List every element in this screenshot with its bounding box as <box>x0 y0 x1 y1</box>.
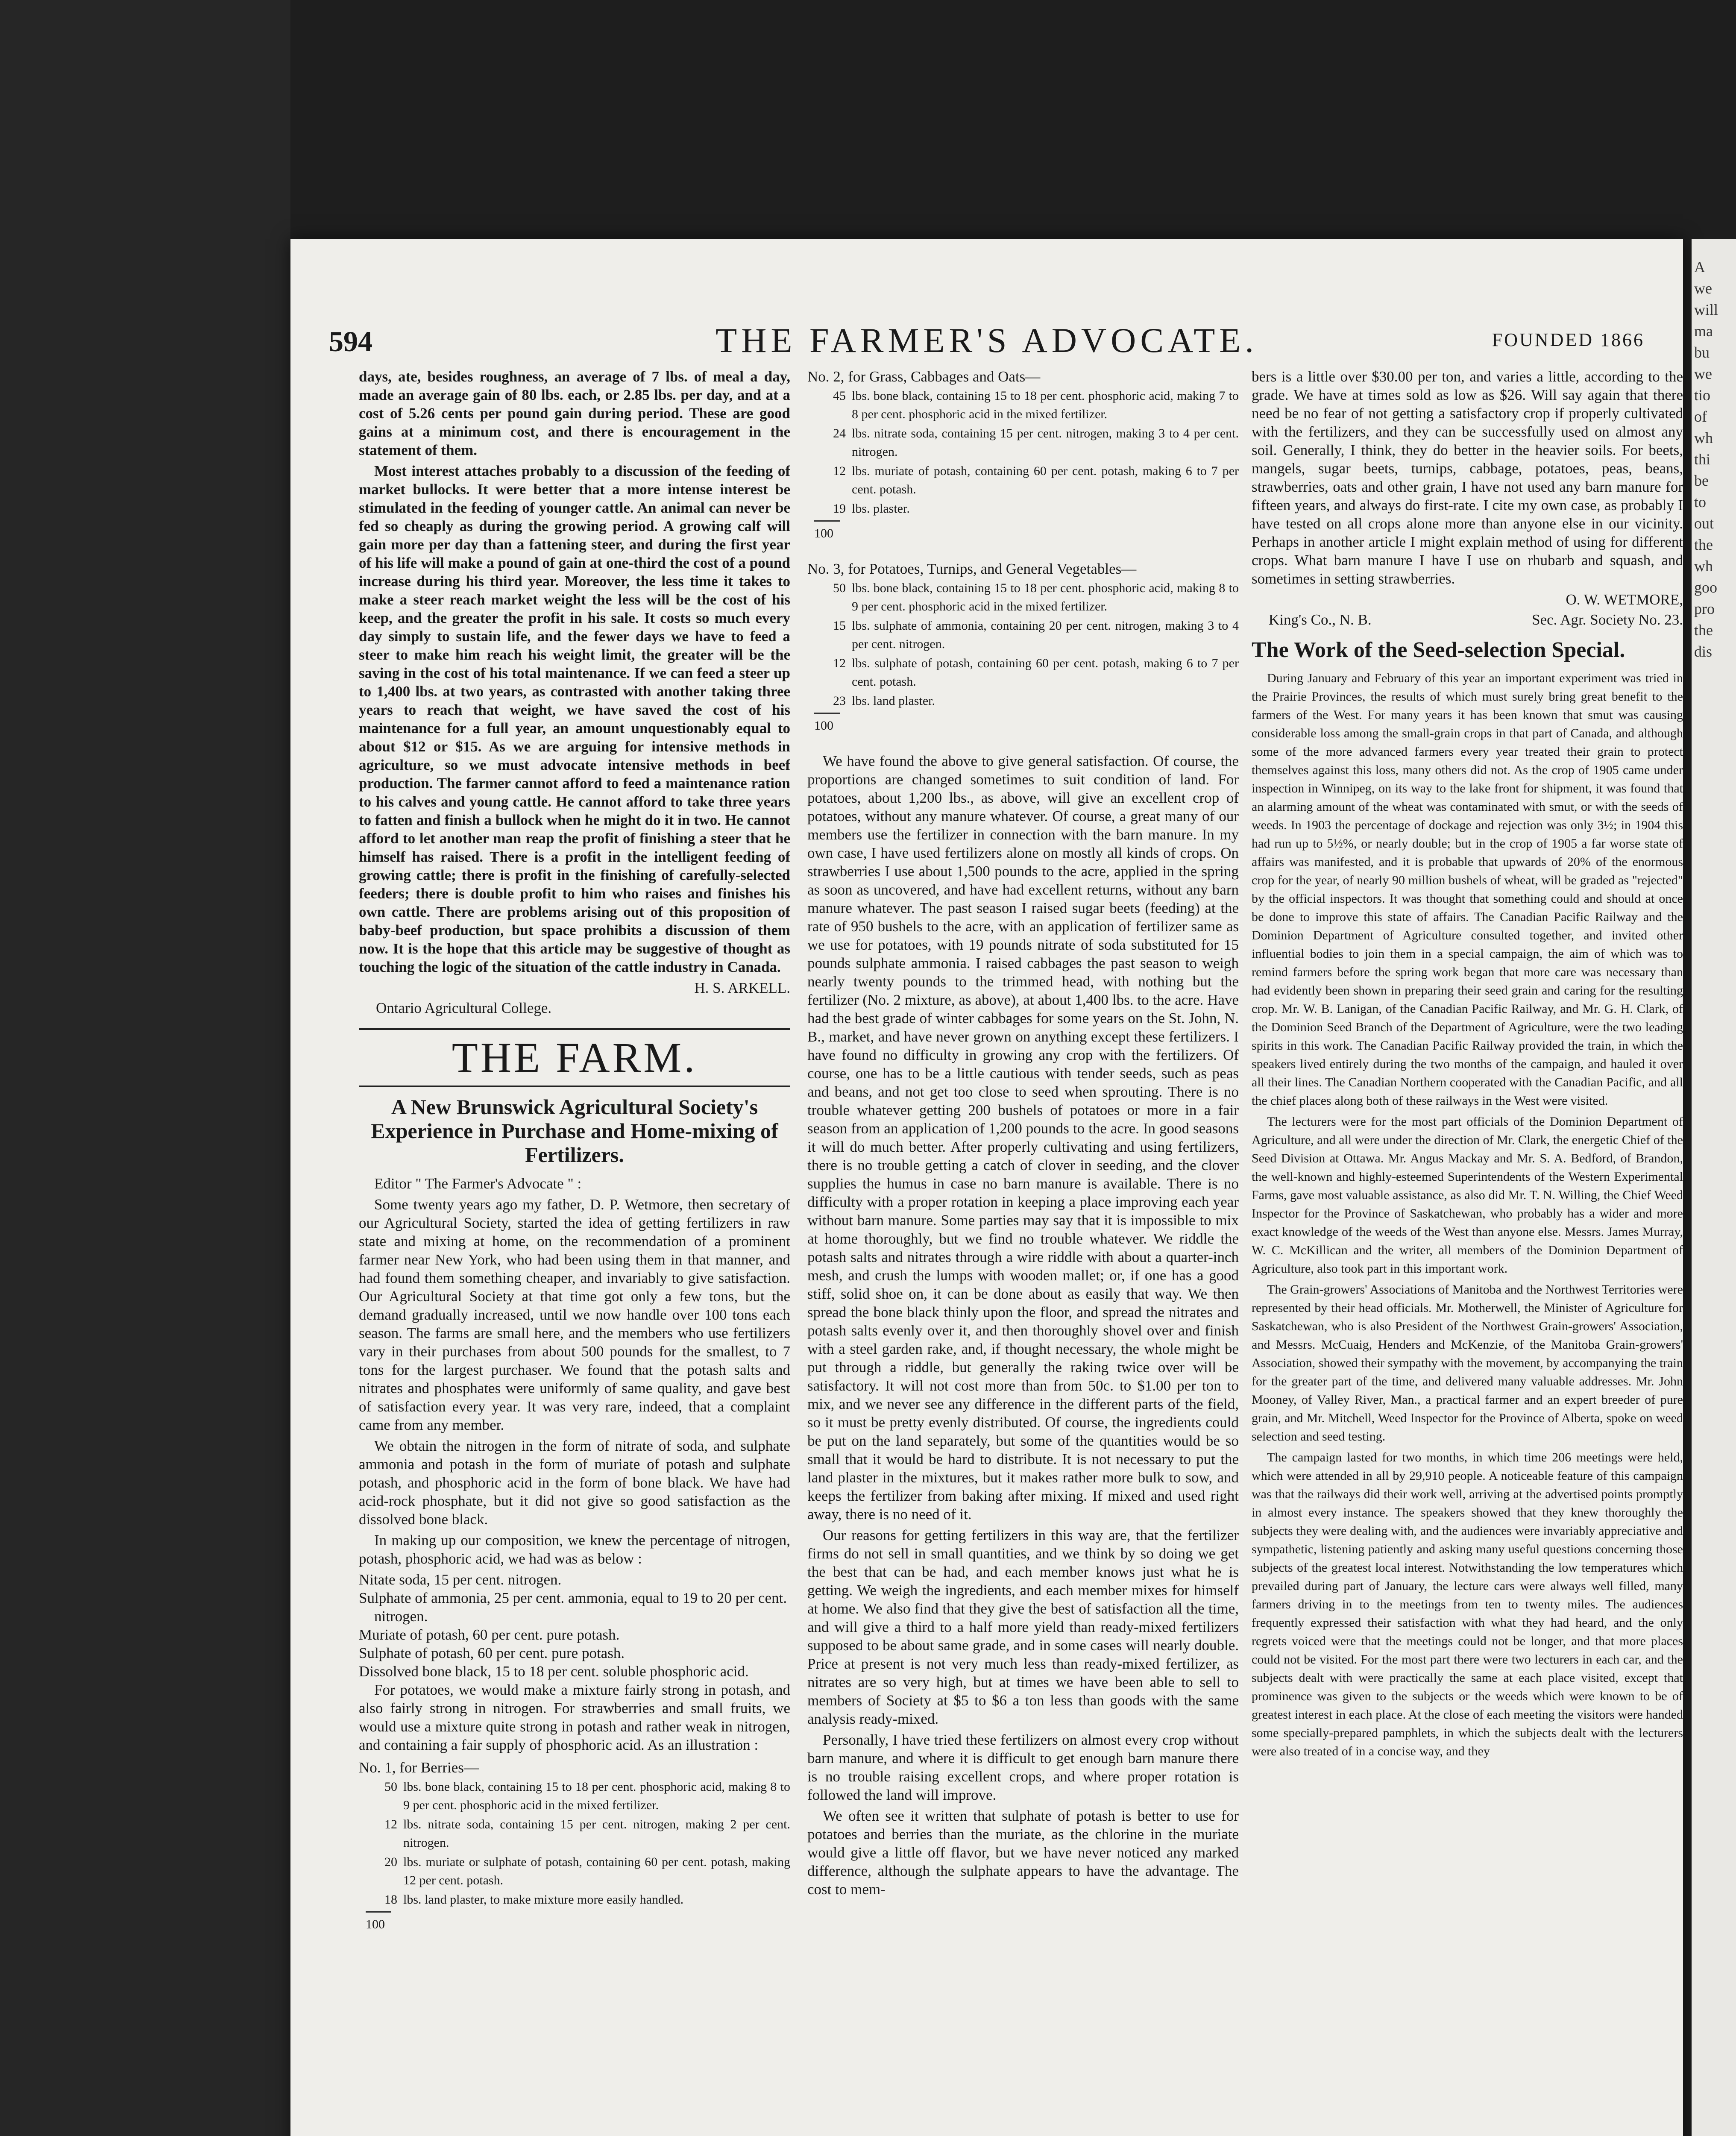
material-line: Nitate soda, 15 per cent. nitrogen. <box>359 1571 562 1588</box>
formula-item: 20 lbs. muriate or sulphate of potash, containing 60 per cent. potash, making 12 per cent. potash. <box>384 1855 790 1887</box>
column-3 <box>1252 367 1683 2136</box>
paragraph: Some twenty years ago my father, D. P. Wetmore, then secretary of our Agricultural Society, started the idea of getting fertilizers in raw state and mixing at home, on the recommendation of a prominent farmer near New York, who had been using them in that manner, and had found them something cheaper, and invariably to give satisfaction. Our Agricultural Society at that time got only a few tons, but the demand gradually increased, until we now handle over 100 tons each season. The farms are small here, and the members who use fertilizers vary in their purchases from about 500 pounds for the smallest, to 7 tons for the largest purchaser. We found that the potash salts and nitrates and phosphates were uniformly of same quality, and gave best of satisfaction every year. It was very rare, indeed, that a complaint came from any member. <box>359 1196 790 1433</box>
formula-title: No. 1, for Berries— <box>359 1759 479 1776</box>
paragraph: For potatoes, we would make a mixture fairly strong in potash, and also fairly strong in nitrogen. For strawberries and small fruits, we would use a mixture quite strong in potash and rather weak in nitrogen, and containing a fair supply of phosphoric acid. As an illustration : <box>359 1681 790 1753</box>
formula-item: 50 lbs. bone black, containing 15 to 18 per cent. phosphoric acid, making 8 to 9 per cent. phosphoric acid in the mixed fertilizer. <box>384 1780 790 1812</box>
sum-rule <box>814 713 840 714</box>
paragraph: Personally, I have tried these fertilizers on almost every crop without barn manure, and where it is difficult to get enough barn manure there is no trouble raising excellent crops, and where proper rotation is followed the land will improve. <box>807 1731 1239 1803</box>
formula-item: 23 lbs. land plaster. <box>833 694 935 708</box>
paragraph: Most interest attaches probably to a discussion of the feeding of market bullocks. It were better that a more intense interest be stimulated in the feeding of younger cattle. An animal can never be fed so cheaply as during the growing period. A growing calf will gain more per day than a fattening steer, and during the first year of his life will make a pound of gain at one-third the cost of a pound increase during his third year. Moreover, the less time it takes to make a steer reach market weight the less will be the cost of his keep, and the greater the profit in his sale. It costs so much every day simply to sustain life, and the fewer days we have to feed a steer to make him reach his weight limit, the greater will be the saving in the cost of his total maintenance. If we can feed a steer up to 1,400 lbs. at two years, as contrasted with another taking three years to reach that weight, we have saved the cost of his maintenance for a full year, an amount unquestionably equal to about $12 or $15. As we are arguing for intensive methods in agriculture, so we must advocate intensive methods in beef production. The farmer cannot afford to feed a maintenance ration to his calves and young cattle. He cannot afford to take three years to fatten and finish a bullock when he might do it in two. He cannot afford to let another man reap the profit of finishing a steer that he himself has raised. There is a profit in the intelligent feeding of growing cattle; there is profit in the finishing of carefully-selected feeders; there is double profit to him who raises and finishes his own cattle. There are problems arising out of this proposition of baby-beef production, but space prohibits a discussion of them now. It is the hope that this article may be suggestive of thought as touching the logic of the situation of the cattle industry in Canada. <box>359 463 790 975</box>
column-1 <box>359 367 790 2136</box>
editor-line: Editor " The Farmer's Advocate " : <box>374 1175 582 1192</box>
adjacent-page-strip: A we will ma bu we tio of wh thi be to out the wh goo pro the dis <box>1692 239 1736 2136</box>
formula-total: 100 <box>814 526 833 540</box>
paragraph: We have found the above to give general satisfaction. Of course, the proportions are changed sometimes to suit condition of land. For potatoes, about 1,200 lbs., as above, will give an excellent crop of potatoes, without any manure whatever. Of course, a great many of our members use the fertilizer in connection with the barn manure. In my own case, I have used fertilizers alone on mostly all kinds of crops. On strawberries I use about 1,500 pounds to the acre, applied in the spring as soon as uncovered, and have had excellent returns, without any barn manure whatever. The past season I raised sugar beets (feeding) at the rate of 950 bushels to the acre, with an application of fertilizer same as we use for potatoes, with 19 pounds nitrate of soda substituted for 15 pounds sulphate ammonia. I raised cabbages the past season to weigh nearly twenty pounds to the trimmed head, with nothing but the fertilizer (No. 2 mixture, as above), at about 1,400 lbs. to the acre. Have had the best grade of winter cabbages for some years on the St. John, N. B., market, and have never grown on anything except these fertilizers. I have found no difficulty in growing any crop with the fertilizers. Of course, one has to be a little cautious with tender seeds, such as peas and beans, and not get too close to seed when sprouting. There is no trouble whatever getting 200 bushels of potatoes or more in a fair season from an application of 1,200 pounds to the acre. In good seasons it will do much better. After properly cultivating and using fertilizers, there is no trouble getting a catch of clover in seeding, and the clover supplies the humus in case no barn manure is available. There is no difficulty with a proper rotation in keeping a place improving each year without barn manure. Some parties may say that it is impossible to mix at home thoroughly, but we find no trouble whatever. We riddle the potash salts and nitrates through a wire riddle with about a quarter-inch mesh, and crush the lumps with wooden mallet; or, if one has a good stiff, solid shoe on, it can be done about as easily that way. We then spread the bone black thinly upon the floor, and spread the nitrates and potash salts evenly over it, and then thoroughly shovel over and finish with a steel garden rake, and, if thought necessary, the whole might be put through a riddle, but generally the raking twice over will be satisfactory. It will not cost more than from 50c. to $1.00 per ton to mix, and we never see any difference in the different parts of the field, so it must be pretty evenly distributed. Of course, the ingredients could be put on the land separately, but some of the quantities would be so small that it would be hard to distribute. It is not necessary to put the land plaster in the mixtures, but it makes rather more bulk to sow, and keeps the fertilizer from baking after mixing. If mixed and used right away, there is no need of it. <box>807 753 1239 1523</box>
publication-title: THE FARMER'S ADVOCATE. <box>716 321 1258 360</box>
scanner-background <box>0 0 290 2136</box>
signature-name: H. S. ARKELL. <box>694 980 790 996</box>
formula-item: 12 lbs. muriate of potash, containing 60 per cent. potash, making 6 to 7 per cent. potash. <box>833 464 1239 496</box>
material-line: Sulphate of ammonia, 25 per cent. ammonia, equal to 19 to 20 per cent. nitrogen. <box>359 1590 787 1625</box>
paragraph: days, ate, besides roughness, an average of 7 lbs. of meal a day, made an average gain of 80 lbs. each, or 2.85 lbs. per day, and at a cost of 5.26 cents per pound gain during period. These are good gains at a minimum cost, and there is encouragement in the statement of them. <box>359 368 790 458</box>
section-heading: THE FARM. <box>359 1028 790 1087</box>
formula-item: 50 lbs. bone black, containing 15 to 18 per cent. phosphoric acid, making 8 to 9 per cent. phosphoric acid in the mixed fertilizer. <box>833 581 1239 613</box>
article-headline: A New Brunswick Agricultural Society's Experience in Purchase and Home-mixing of Fertilizers. <box>371 1095 778 1167</box>
formula-title: No. 3, for Potatoes, Turnips, and General Vegetables— <box>807 560 1137 577</box>
formula-total: 100 <box>814 719 833 733</box>
paragraph: During January and February of this year an important experiment was tried in the Prairie Provinces, the results of which must surely bring great benefit to the farmers of the West. For many years it has been known that smut was causing considerable loss among the small-grain crops in that part of Canada, and although some of the more advanced farmers every year treated their grain to protect themselves against this loss, many others did not. As the crop of 1905 came under inspection in Winnipeg, on its way to the lake front for shipment, it was found that an alarming amount of the wheat was contaminated with smut, or with the seeds of weeds. In 1903 the percentage of dockage and rejection was only 3½; in 1904 this had run up to 5½%, or nearly double; but in the crop of 1905 a far worse state of affairs was manifested, and it is probable that upwards of 20% of the enormous crop for the year, of nearly 90 million bushels of wheat, will be graded as "rejected" by the official inspectors. It was thought that something could and should at once be done to improve this state of affairs. The Canadian Pacific Railway and the Dominion Department of Agriculture consulted together, and invited other influential bodies to join them in a special campaign, the aim of which was to remind farmers before the spring work began that more care was necessary than had evidently been shown in preparing their seed grain and caring for the resulting crop. Mr. W. B. Lanigan, of the Canadian Pacific Railway, and Mr. G. H. Clark, of the Dominion Seed Branch of the Department of Agriculture, were the two leading spirits in this work. The Canadian Pacific Railway provided the train, in which the speakers lived entirely during the two months of the campaign, and hauled it over all their lines. The Canadian Northern cooperated with the Canadian Pacific, and all the chief places along both of these railways in the West were visited. <box>1252 671 1683 1108</box>
paragraph: The campaign lasted for two months, in which time 206 meetings were held, which were attended in all by 29,910 people. A noticeable feature of this campaign was that the railways did their work well, arriving at the advertised points promptly in almost every instance. The speakers showed that they knew thoroughly the subjects they were dealing with, and the audiences were invariably appreciative and sympathetic, listening patiently and asking many useful questions concerning those subjects of the greatest local interest. Notwithstanding the low temperatures which prevailed during part of January, the lecture cars were always well filled, many farmers driving in to the meetings from ten to twenty miles. The audiences frequently expressed their satisfaction with what they had heard, and the only regrets voiced were that the meetings could not be longer, and that more places could not be visited. For the most part there were two lecturers in each car, and the subjects dealt with were practically the same at each place visited, except that prominence was given to the subjects or the weeds which were known to be of greatest interest in each place. At the close of each meeting the visitors were handed some specially-prepared pamphlets, in which the subjects dealt with the lecturers were also treated of in a concise way, and they <box>1252 1450 1683 1758</box>
formula-item: 15 lbs. sulphate of ammonia, containing 20 per cent. nitrogen, making 3 to 4 per cent. nitrogen. <box>833 619 1239 651</box>
signature-place: King's Co., N. B. Sec. Agr. Society No. 23. <box>1269 611 1683 628</box>
column-2 <box>807 367 1239 2136</box>
paragraph: bers is a little over $30.00 per ton, and varies a little, according to the grade. We have at times sold as low as $26. Will say again that there need be no fear of not getting a satisfactory crop if properly cultivated with the fertilizers, and they can be successfully used on almost any soil. Generally, I think, they do better in the heavier soils. For beets, mangels, sugar beets, turnips, cabbage, potatoes, peas, beans, strawberries, oats and other grain, I have not used any barn manure for fifteen years, and always do first-rate. I cite my own case, as probably I have tested on all crops alone more than anyone else in our vicinity. Perhaps in another article I might explain method of using for different crops. What barn manure I have I use on rhubarb and squash, and sometimes in setting strawberries. <box>1252 368 1683 587</box>
paragraph: The Grain-growers' Associations of Manitoba and the Northwest Territories were represented by their head officials. Mr. Motherwell, the Minister of Agriculture for Saskatchewan, who is also President of the Northwest Grain-growers' Association, and Messrs. McCuaig, Henders and McKenzie, of the Manitoba Grain-growers' Association, showed their sympathy with the movement, by accompanying the train for the greater part of the time, and delivered many valuable addresses. Mr. John Mooney, of Valley River, Man., a practical farmer and an expert breeder of pure grain, and Mr. Mitchell, Weed Inspector for the Province of Alberta, spoke on weed selection and seed testing. <box>1252 1282 1683 1444</box>
sum-rule <box>366 1911 391 1913</box>
formula-item: 12 lbs. nitrate soda, containing 15 per cent. nitrogen, making 2 per cent. nitrogen. <box>384 1817 790 1850</box>
paragraph: We obtain the nitrogen in the form of nitrate of soda, and sulphate ammonia and potash in the form of muriate of potash and sulphate potash, and phosphoric acid in the form of bone black. We have had acid-rock phosphate, but it did not give so good satisfaction as the dissolved bone black. <box>359 1438 790 1528</box>
founded-line: FOUNDED 1866 <box>1492 329 1645 350</box>
newspaper-page <box>290 239 1683 2136</box>
signature-name: O. W. WETMORE, <box>1566 591 1683 608</box>
paragraph: Our reasons for getting fertilizers in this way are, that the fertilizer firms do not sell in small quantities, and we think by so doing we get the best that can be had, and each member knows just what he is getting. We weigh the ingredients, and each member mixes for himself at home. We also find that they give the best of satisfaction all the time, and will give a third to a half more yield than ready-mixed fertilizers supposed to be about same grade, and in some cases will nearly double. Price at present is not very much less than ready-mixed fertilizer, as nitrates are so very high, but at times we have been able to sell to members of Society at $5 to $6 a ton less than goods with the same analysis ready-mixed. <box>807 1527 1239 1727</box>
signature-block <box>1252 590 1683 609</box>
formula-item: 24 lbs. nitrate soda, containing 15 per cent. nitrogen, making 3 to 4 per cent. nitrogen. <box>833 426 1239 459</box>
paragraph: In making up our composition, we knew the percentage of nitrogen, potash, phosphoric acid, we had was as below : <box>359 1532 790 1567</box>
page-number: 594 <box>329 325 372 358</box>
formula-item: 45 lbs. bone black, containing 15 to 18 per cent. phosphoric acid, making 7 to 8 per cent. phosphoric acid in the mixed fertilizer. <box>833 389 1239 421</box>
page-header <box>329 316 1645 367</box>
material-line: Sulphate of potash, 60 per cent. pure potash. <box>359 1645 625 1661</box>
signature-place: Ontario Agricultural College. <box>376 1000 552 1016</box>
formula-item: 12 lbs. sulphate of potash, containing 60 per cent. potash, making 6 to 7 per cent. potash. <box>833 656 1239 689</box>
paragraph: The lecturers were for the most part officials of the Dominion Department of Agriculture, and all were under the direction of Mr. Clark, the energetic Chief of the Seed Division at Ottawa. Mr. Angus Mackay and Mr. S. A. Bedford, of Brandon, the well-known and highly-esteemed Superintendents of the Western Experimental Farms, gave most valuable assistance, as also did Mr. T. N. Willing, the Chief Weed Inspector for the Province of Saskatchewan, who probably has a wider and more exact knowledge of the weeds of the West than anyone else. Messrs. James Murray, W. C. McKillican and the writer, all members of the Dominion Department of Agriculture, also took part in this important work. <box>1252 1115 1683 1276</box>
signature-block <box>359 979 790 997</box>
paragraph: We often see it written that sulphate of potash is better to use for potatoes and berries than the muriate, as the chlorine in the muriate would give a little off flavor, but we have never noticed any marked difference, although the sulphate appears to have the advantage. The cost to mem- <box>807 1807 1239 1898</box>
sum-rule <box>814 520 840 522</box>
material-line: Dissolved bone black, 15 to 18 per cent. soluble phosphoric acid. <box>359 1663 749 1680</box>
article-headline: The Work of the Seed-selection Special. <box>1252 638 1625 662</box>
formula-item: 19 lbs. plaster. <box>833 502 910 516</box>
formula-title: No. 2, for Grass, Cabbages and Oats— <box>807 368 1041 385</box>
material-line: Muriate of potash, 60 per cent. pure potash. <box>359 1626 620 1643</box>
formula-item: 18 lbs. land plaster, to make mixture more easily handled. <box>384 1892 684 1907</box>
formula-total: 100 <box>366 1917 385 1931</box>
